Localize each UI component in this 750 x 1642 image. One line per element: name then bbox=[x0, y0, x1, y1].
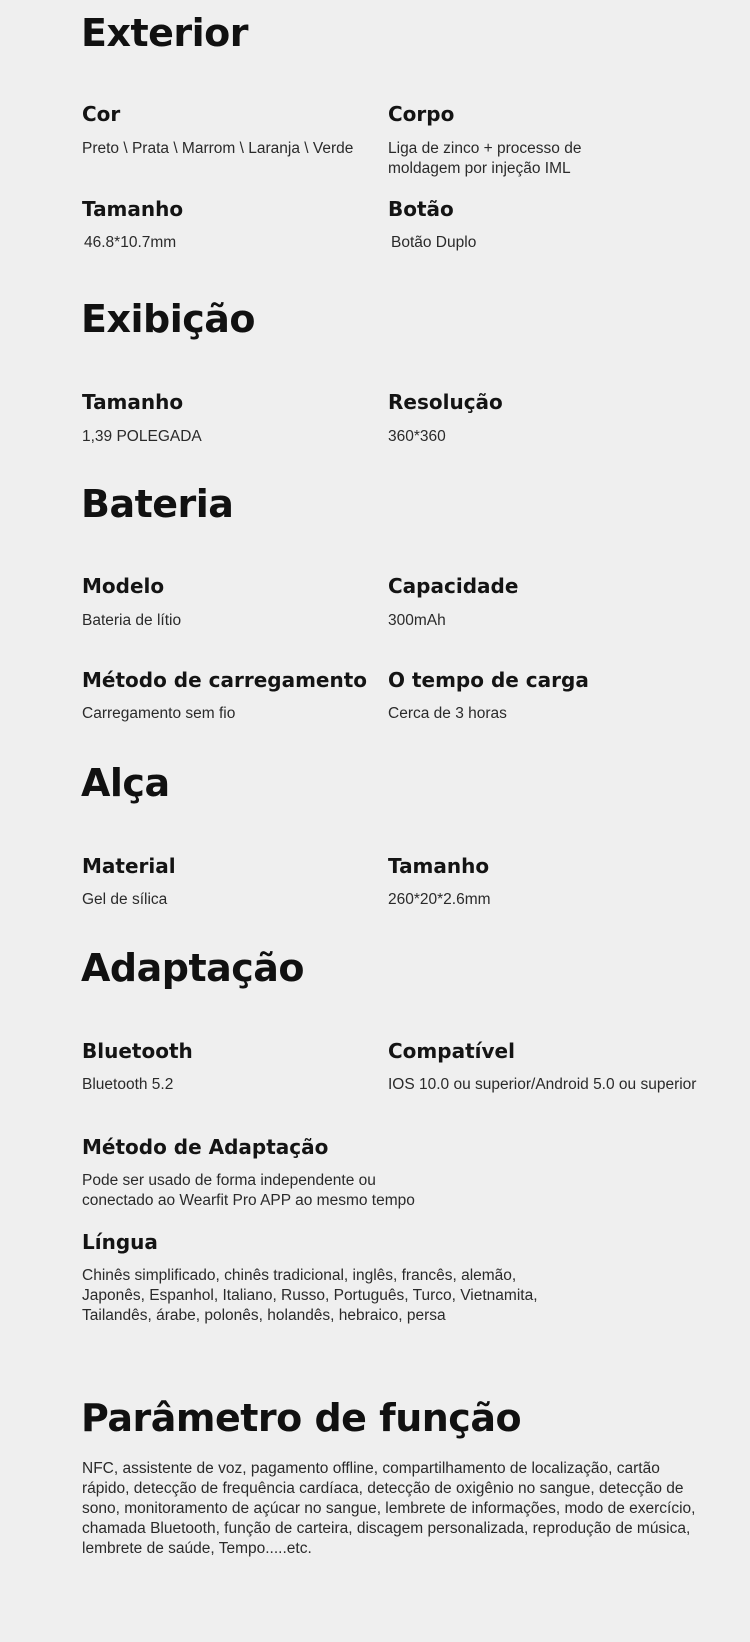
section-title-alca: Alça bbox=[81, 761, 170, 805]
section-title-parametro-funcao: Parâmetro de função bbox=[81, 1396, 522, 1440]
resolucao-value: 360*360 bbox=[388, 428, 446, 445]
metodo-adaptacao-value-line-1: Pode ser usado de forma independente ou bbox=[82, 1172, 376, 1189]
funcao-line-1: NFC, assistente de voz, pagamento offline, compartilhamento de localização, cartão bbox=[82, 1460, 660, 1477]
tempo-carga-label: O tempo de carga bbox=[388, 668, 589, 692]
compativel-value: IOS 10.0 ou superior/Android 5.0 ou superior bbox=[388, 1076, 697, 1093]
bluetooth-value: Bluetooth 5.2 bbox=[82, 1076, 174, 1093]
funcao-line-2: rápido, detecção de frequência cardíaca, detecção de oxigênio no sangue, detecção de bbox=[82, 1480, 684, 1497]
tela-tamanho-label: Tamanho bbox=[82, 390, 184, 414]
metodo-adaptacao-label: Método de Adaptação bbox=[82, 1135, 329, 1159]
tamanho-value: 46.8*10.7mm bbox=[84, 234, 177, 251]
alca-tamanho-value: 260*20*2.6mm bbox=[388, 891, 491, 908]
lingua-value-line-2: Japonês, Espanhol, Italiano, Russo, Português, Turco, Vietnamita, bbox=[82, 1287, 538, 1304]
lingua-value-line-3: Tailandês, árabe, polonês, holandês, hebraico, persa bbox=[82, 1307, 446, 1324]
resolucao-label: Resolução bbox=[388, 390, 503, 414]
material-value: Gel de sílica bbox=[82, 891, 168, 908]
section-title-exibicao: Exibição bbox=[81, 297, 255, 341]
metodo-carregamento-value: Carregamento sem fio bbox=[82, 705, 236, 722]
botao-value: Botão Duplo bbox=[391, 234, 477, 251]
bluetooth-label: Bluetooth bbox=[82, 1039, 193, 1063]
cor-label: Cor bbox=[82, 102, 121, 126]
metodo-adaptacao-value-line-2: conectado ao Wearfit Pro APP ao mesmo tempo bbox=[82, 1192, 415, 1209]
funcao-line-3: sono, monitoramento de açúcar no sangue, lembrete de informações, modo de exercício, bbox=[82, 1500, 696, 1517]
funcao-line-5: lembrete de saúde, Tempo.....etc. bbox=[82, 1540, 312, 1557]
section-title-exterior: Exterior bbox=[81, 11, 249, 55]
lingua-label: Língua bbox=[82, 1230, 158, 1254]
capacidade-value: 300mAh bbox=[388, 612, 446, 629]
metodo-carregamento-label: Método de carregamento bbox=[82, 668, 368, 692]
modelo-label: Modelo bbox=[82, 574, 165, 598]
section-title-adaptacao: Adaptação bbox=[81, 946, 305, 990]
section-title-bateria: Bateria bbox=[81, 482, 234, 526]
funcao-line-4: chamada Bluetooth, função de carteira, discagem personalizada, reprodução de música, bbox=[82, 1520, 691, 1537]
compativel-label: Compatível bbox=[388, 1039, 515, 1063]
tempo-carga-value: Cerca de 3 horas bbox=[388, 705, 507, 722]
lingua-value-line-1: Chinês simplificado, chinês tradicional, inglês, francês, alemão, bbox=[82, 1267, 517, 1284]
cor-value: Preto \ Prata \ Marrom \ Laranja \ Verde bbox=[82, 140, 354, 157]
material-label: Material bbox=[82, 854, 176, 878]
corpo-value: Liga de zinco + processo de moldagem por injeção IML bbox=[388, 140, 582, 177]
capacidade-label: Capacidade bbox=[388, 574, 519, 598]
tamanho-label: Tamanho bbox=[82, 197, 184, 221]
tela-tamanho-value: 1,39 POLEGADA bbox=[82, 428, 202, 445]
alca-tamanho-label: Tamanho bbox=[388, 854, 490, 878]
botao-label: Botão bbox=[388, 197, 454, 221]
modelo-value: Bateria de lítio bbox=[82, 612, 182, 629]
corpo-label: Corpo bbox=[388, 102, 455, 126]
